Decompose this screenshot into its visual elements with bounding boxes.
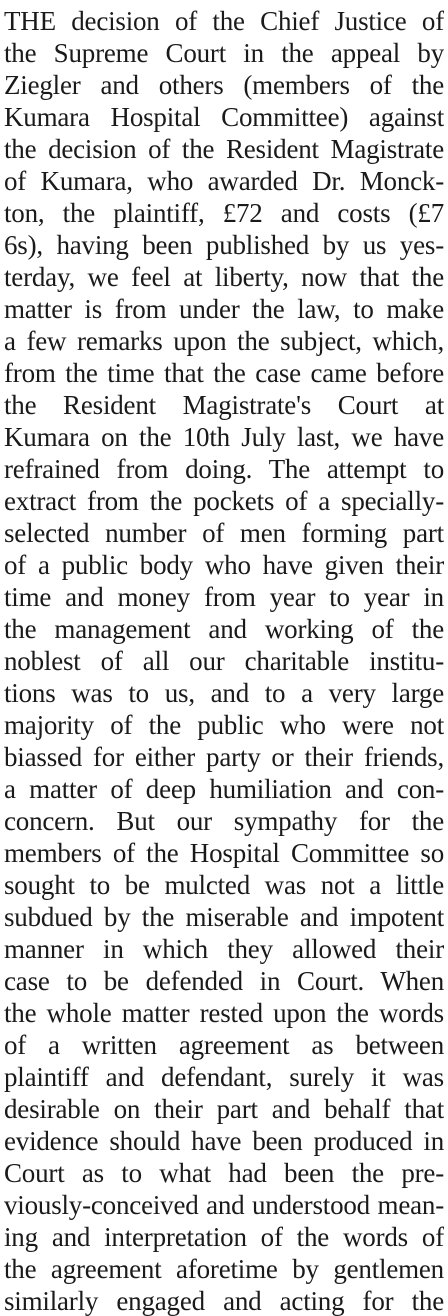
article-line: of Kumara, who awarded Dr. Monck- [4, 166, 444, 196]
article-line: concern. But our sympathy for the [4, 806, 444, 836]
article-line: extract from the pockets of a specially- [4, 486, 444, 516]
article-line: selected number of men forming part [4, 518, 444, 548]
article-line: noblest of all our charitable institu- [4, 646, 444, 676]
article-line: manner in which they allowed their [4, 934, 444, 964]
article-line: biassed for either party or their friends, [4, 742, 444, 772]
article-line: the agreement aforetime by gentlemen [4, 1254, 444, 1284]
article-line: case to be defended in Court. When [4, 966, 444, 996]
article-line: matter is from under the law, to make [4, 294, 444, 324]
article-line: Kumara Hospital Committee) against [4, 102, 444, 132]
article-line: a matter of deep humiliation and con- [4, 774, 444, 804]
article-line: majority of the public who were not [4, 710, 444, 740]
article-line: members of the Hospital Committee so [4, 838, 444, 868]
article-line: Court as to what had been the pre- [4, 1158, 444, 1188]
article-line: ing and interpretation of the words of [4, 1222, 444, 1252]
article-line: subdued by the miserable and impotent [4, 902, 444, 932]
article-line: the decision of the Resident Magistrate [4, 134, 444, 164]
article-line: the management and working of the [4, 614, 444, 644]
article-line: desirable on their part and behalf that [4, 1094, 444, 1124]
article-line: tions was to us, and to a very large [4, 678, 444, 708]
article-line: of a public body who have given their [4, 550, 444, 580]
article-line: the whole matter rested upon the words [4, 998, 444, 1028]
article-line: from the time that the case came before [4, 358, 444, 388]
article-line: viously-conceived and understood mean- [4, 1190, 444, 1220]
article-line: of a written agreement as between [4, 1030, 444, 1060]
article-line: 6s), having been published by us yes- [4, 230, 444, 260]
article-line: terday, we feel at liberty, now that the [4, 262, 444, 292]
article-line: refrained from doing. The attempt to [4, 454, 444, 484]
article-line: plaintiff and defendant, surely it was [4, 1062, 444, 1092]
article-line: the Resident Magistrate's Court at [4, 390, 444, 420]
article-line: ton, the plaintiff, £72 and costs (£7 [4, 198, 444, 228]
article-line: time and money from year to year in [4, 582, 444, 612]
article-line: a few remarks upon the subject, which, [4, 326, 444, 356]
article-line: sought to be mulcted was not a little [4, 870, 444, 900]
article-line: Ziegler and others (members of the [4, 70, 444, 100]
article-line: the Supreme Court in the appeal by [4, 38, 444, 68]
article-line: THE decision of the Chief Justice of [4, 6, 444, 36]
article-line: Kumara on the 10th July last, we have [4, 422, 444, 452]
article-line: evidence should have been produced in [4, 1126, 444, 1156]
article-line: similarly engaged and acting for the [4, 1286, 444, 1316]
